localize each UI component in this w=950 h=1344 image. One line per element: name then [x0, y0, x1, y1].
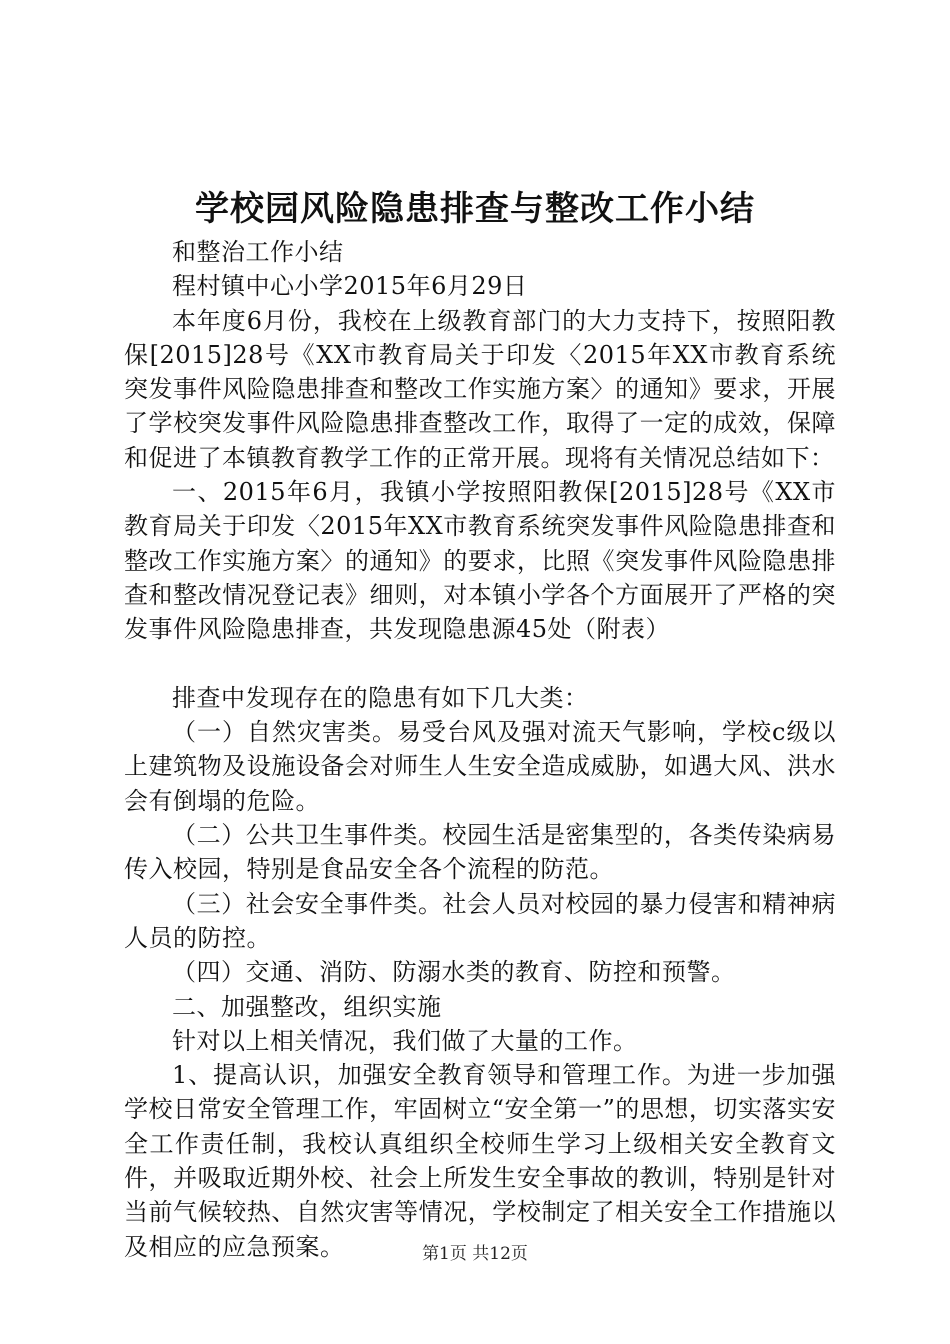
paragraph-hazard-social: （三）社会安全事件类。社会人员对校园的暴力侵害和精神病人员的防控。 — [124, 889, 836, 952]
paragraph-hazard-natural: （一）自然灾害类。易受台风及强对流天气影响，学校c级以上建筑物及设施设备会对师生人生安全造成威胁，如遇大风、洪水会有倒塌的危险。 — [124, 718, 836, 815]
paragraph-intro: 本年度6月份，我校在上级教育部门的大力支持下，按照阳教保[2015]28号《XX市教育局关于印发〈2015年XX市教育系统突发事件风险隐患排查和整改工作实施方案〉的通知》要求，开展了学校突发事件风险隐患排查整改工作，取得了一定的成效，保障和促进了本镇教育教学工作的正常开展。现将有关情况总结如下： — [124, 306, 836, 472]
paragraph-hazard-intro: 排查中发现存在的隐患有如下几大类： — [172, 683, 589, 712]
document-title: 学校园风险隐患排查与整改工作小结 — [195, 189, 755, 229]
paragraph-hazard-traffic: （四）交通、消防、防溺水类的教育、防控和预警。 — [172, 958, 736, 987]
paragraph-section-one: 一、2015年6月，我镇小学按照阳教保[2015]28号《XX市教育局关于印发〈2015年XX市教育系统突发事件风险隐患排查和整改工作实施方案〉的通知》的要求，比照《突发事件风险隐患排查和整改情况登记表》细则，对本镇小学各个方面展开了严格的突发事件风险隐患排查，共发现隐患源45处（附表） — [124, 478, 836, 644]
document-body — [124, 235, 836, 1264]
page-footer: 第1页 共12页 — [422, 1244, 528, 1264]
paragraph-subtitle: 和整治工作小结 — [172, 238, 344, 266]
paragraph-blank — [124, 647, 836, 681]
paragraph-measure-one: 1、提高认识，加强安全教育领导和管理工作。为进一步加强学校日常安全管理工作，牢固树立“安全第一”的思想，切实落实安全工作责任制，我校认真组织全校师生学习上级相关安全教育文件，并吸取近期外校、社会上所发生安全事故的教训，特别是针对当前气候较热、自然灾害等情况，学校制定了相关安全工作措施以及相应的应急预案。 — [124, 1061, 836, 1261]
paragraph-section-two: 二、加强整改，组织实施 — [172, 992, 442, 1021]
paragraph-author-date: 程村镇中心小学2015年6月29日 — [172, 272, 528, 301]
paragraph-measures-intro: 针对以上相关情况，我们做了大量的工作。 — [172, 1026, 638, 1055]
paragraph-hazard-health: （二）公共卫生事件类。校园生活是密集型的，各类传染病易传入校园，特别是食品安全各个流程的防范。 — [124, 821, 836, 884]
